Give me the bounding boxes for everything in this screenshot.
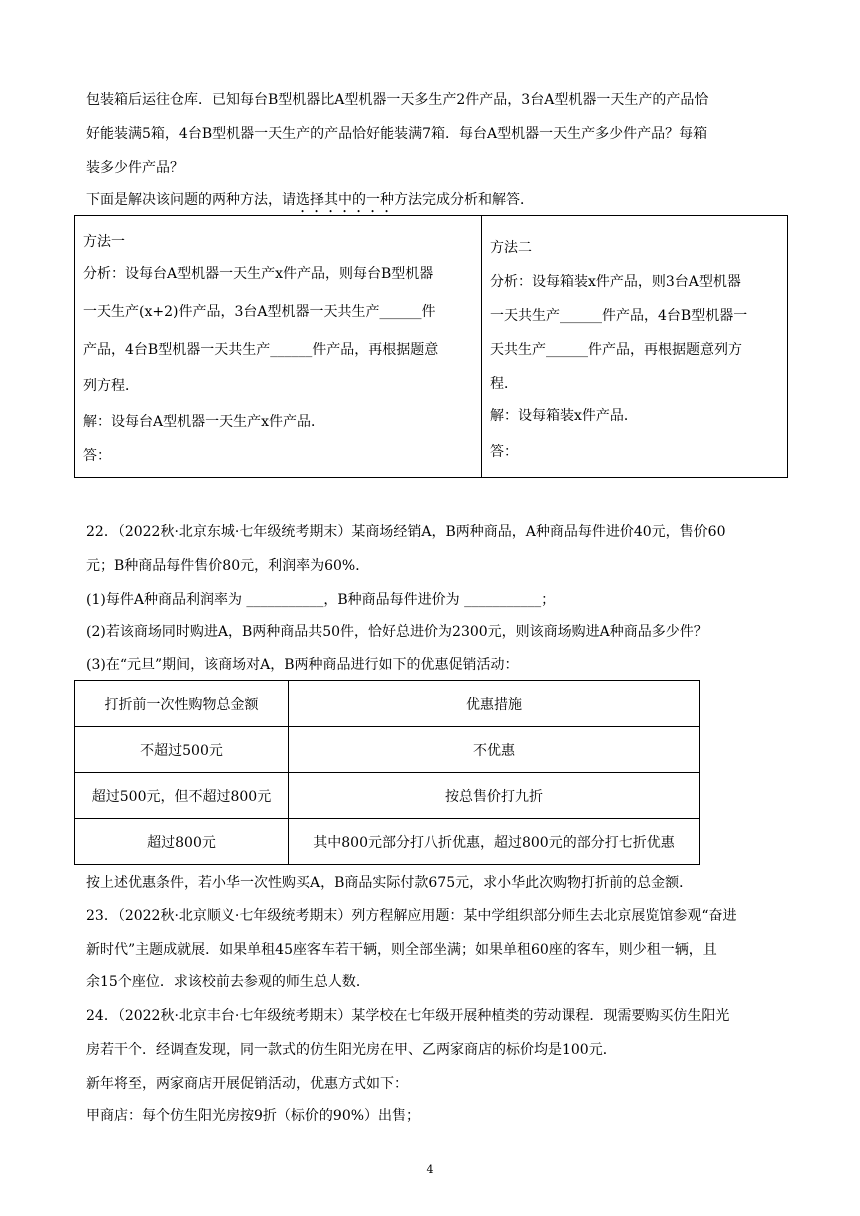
q24-line-2: 房若干个．经调查发现，同一款式的仿生阳光房在甲、乙两家商店的标价均是100元． — [86, 1042, 617, 1058]
method-one-line-5: 解：设每台A型机器一天生产x件产品． — [83, 414, 326, 430]
method-one-box — [74, 215, 482, 478]
method-two-line-1: 分析：设每箱装x件产品，则3台A型机器 — [490, 274, 741, 290]
q22-line-1: 22．（2022秋·北京东城·七年级统考期末）某商场经销A，B两种商品，A种商品每件进价40元，售价60 — [86, 524, 726, 540]
method-two-line-3: 天共生产______件产品，再根据题意列方 — [490, 342, 742, 358]
intro-line-4-a: 下面是解决该问题的两种方法，请 — [86, 192, 296, 208]
method-one-line-6: 答： — [83, 448, 111, 464]
method-two-line-2: 一天共生产______件产品，4台B型机器一 — [490, 308, 748, 324]
q23-line-3: 余15个座位．求该校前去参观的师生总人数． — [86, 974, 370, 990]
intro-line-4-c: 方法完成分析和解答． — [394, 192, 534, 208]
q23-line-2: 新时代”主题成就展．如果单租45座客车若干辆，则全部坐满；如果单租60座的客车，则少租一辆，且 — [86, 942, 717, 958]
table-row — [75, 681, 700, 727]
page-number: 4 — [426, 1163, 434, 1176]
table-row — [75, 773, 700, 819]
intro-line-4-emphasis: 选择其中的一种 — [296, 192, 394, 208]
q22-line-2: 元；B种商品每件售价80元，利润率为60%． — [86, 558, 370, 574]
intro-line-1: 包装箱后运往仓库．已知每台B型机器比A型机器一天多生产2件产品，3台A型机器一天生产的产品恰 — [86, 92, 709, 108]
q24-line-3: 新年将至，两家商店开展促销活动，优惠方式如下： — [86, 1076, 408, 1092]
intro-line-2: 好能装满5箱，4台B型机器一天生产的产品恰好能装满7箱．每台A型机器一天生产多少件产品？每箱 — [86, 126, 708, 142]
method-two-line-6: 答： — [490, 444, 518, 460]
q22-line-3: (1)每件A种商品利润率为 ___________，B种商品每件进价为 ___________； — [86, 592, 556, 608]
table-cell: 超过800元 — [75, 819, 289, 865]
method-one-line-1: 分析：设每台A型机器一天生产x件产品，则每台B型机器 — [83, 266, 434, 282]
q23-line-1: 23．（2022秋·北京顺义·七年级统考期末）列方程解应用题：某中学组织部分师生去北京展览馆参观“奋进 — [86, 908, 737, 924]
q22-line-5: (3)在“元旦”期间，该商场对A，B两种商品进行如下的优惠促销活动： — [86, 657, 519, 673]
method-one-line-2: 一天生产(x+2)件产品，3台A型机器一天共生产______件 — [83, 304, 436, 320]
table-row — [75, 727, 700, 773]
method-one-line-3: 产品，4台B型机器一天共生产______件产品，再根据题意 — [83, 342, 439, 358]
method-two-line-4: 程． — [490, 376, 518, 392]
table-cell: 不超过500元 — [75, 727, 289, 773]
table-header-cell: 优惠措施 — [289, 681, 700, 727]
q24-line-4: 甲商店：每个仿生阳光房按9折（标价的90%）出售； — [86, 1108, 421, 1124]
promotion-table — [74, 680, 700, 865]
table-cell: 不优惠 — [289, 727, 700, 773]
table-row — [75, 819, 700, 865]
q24-line-1: 24．（2022秋·北京丰台·七年级统考期末）某学校在七年级开展种植类的劳动课程．现需要购买仿生阳光 — [86, 1008, 730, 1024]
method-one-line-4: 列方程． — [83, 378, 139, 394]
table-cell: 其中800元部分打八折优惠，超过800元的部分打七折优惠 — [289, 819, 700, 865]
intro-line-4 — [86, 190, 534, 216]
q22-line-4: (2)若该商场同时购进A，B两种商品共50件，恰好总进价为2300元，则该商场购进A种商品多少件？ — [86, 624, 708, 640]
intro-line-3: 装多少件产品？ — [86, 160, 184, 176]
q22-line-6: 按上述优惠条件，若小华一次性购买A，B商品实际付款675元，求小华此次购物打折前的总金额． — [86, 875, 694, 891]
method-two-title: 方法二 — [490, 240, 532, 256]
table-cell: 超过500元，但不超过800元 — [75, 773, 289, 819]
method-two-line-5: 解：设每箱装x件产品． — [490, 408, 638, 424]
method-one-title: 方法一 — [83, 234, 125, 250]
table-cell: 按总售价打九折 — [289, 773, 700, 819]
method-two-box — [482, 215, 788, 478]
table-header-cell: 打折前一次性购物总金额 — [75, 681, 289, 727]
